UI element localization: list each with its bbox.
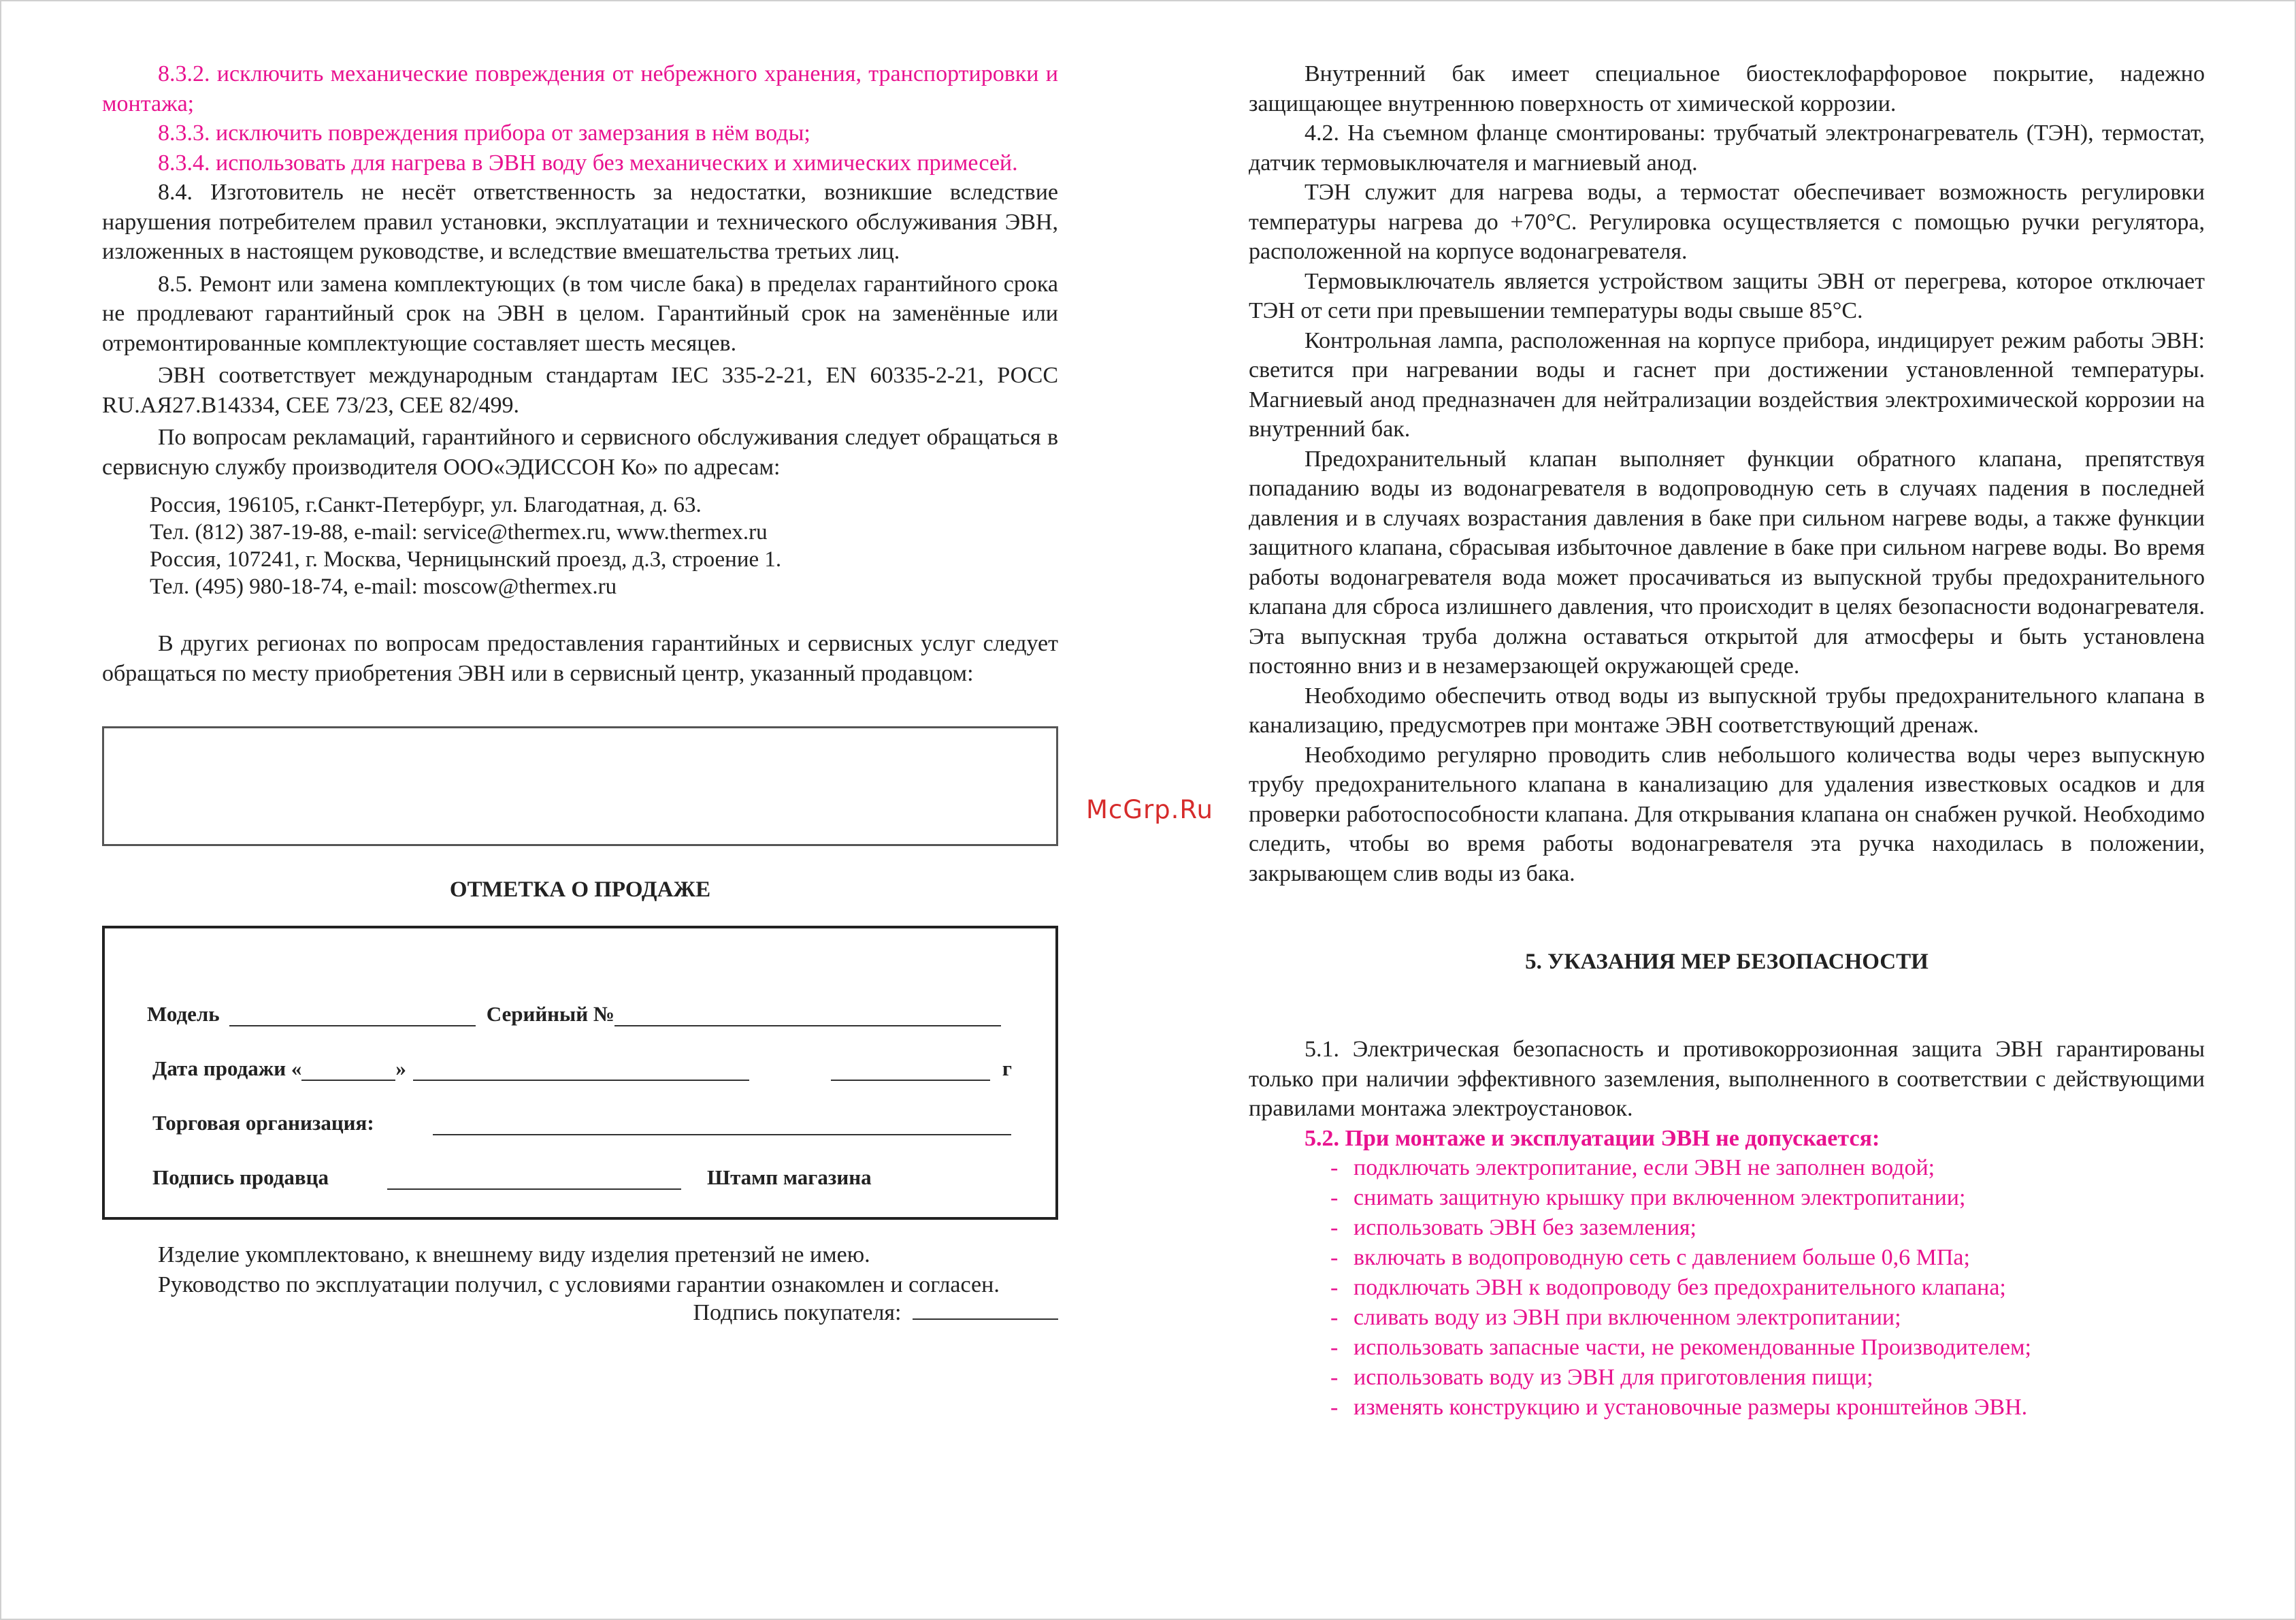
regions-paragraph: В других регионах по вопросам предоставления гарантийных и сервисных услуг следует обращаться по месту приобретения ЭВН или в сервисный центр, указанный продавцом: bbox=[102, 631, 1058, 686]
buyer-sign-label: Подпись покупателя: bbox=[693, 1300, 902, 1325]
list-item: - использовать запасные части, не рекомендованные Производителем; bbox=[1330, 1335, 2031, 1360]
model-field[interactable] bbox=[229, 1006, 476, 1026]
watermark: McGrp.Ru bbox=[1086, 795, 1213, 824]
list-item: - включать в водопроводную сеть с давлением больше 0,6 МПа; bbox=[1330, 1245, 1970, 1270]
list-item: - использовать воду из ЭВН для приготовления пищи; bbox=[1330, 1365, 1873, 1390]
list-item: - подключать электропитание, если ЭВН не заполнен водой; bbox=[1330, 1155, 1935, 1180]
seller-sign-field[interactable] bbox=[387, 1169, 681, 1190]
address-line: Тел. (812) 387-19-88, e-mail: service@thermex.ru, www.thermex.ru bbox=[150, 520, 768, 545]
sale-date-close: » bbox=[395, 1056, 406, 1080]
right-column bbox=[1249, 59, 2205, 1423]
clause-8-4: 8.4. Изготовитель не несёт ответственность за недостатки, возникшие вследствие нарушения потребителем правил установки, эксплуатации и технического обслуживания ЭВН, изложенных в настоящем руководстве, и вследствие вмешательства третьих лиц. bbox=[102, 180, 1058, 264]
org-label: Торговая организация: bbox=[152, 1111, 374, 1135]
standards-paragraph: ЭВН соответствует международным стандартам IEC 335-2-21, EN 60335-2-21, РОСС RU.АЯ27.В14334, СЕЕ 73/23, СЕЕ 82/499. bbox=[102, 363, 1058, 418]
sale-date-label: Дата продажи « bbox=[152, 1056, 302, 1080]
buyer-sign-row bbox=[158, 1299, 1058, 1327]
clause-4-2: 4.2. На съемном фланце смонтированы: трубчатый электронагреватель (ТЭН), термостат, датчик термовыключателя и магниевый анод. bbox=[1249, 120, 2205, 176]
address-line: Россия, 107241, г. Москва, Черницынский проезд, д.3, строение 1. bbox=[150, 547, 782, 572]
stamp-label: Штамп магазина bbox=[707, 1165, 872, 1189]
list-item: - снимать защитную крышку при включенном электропитании; bbox=[1330, 1185, 1966, 1210]
heater-paragraph: ТЭН служит для нагрева воды, а термостат обеспечивает возможность регулировки температуры нагрева до +70°С. Регулировка осуществляется с помощью ручки регулятора, расположенной на корпусе водонагревателя. bbox=[1249, 180, 2205, 264]
section-5-title: 5. УКАЗАНИЯ МЕР БЕЗОПАСНОСТИ bbox=[1525, 950, 1929, 974]
sale-mark-heading: ОТМЕТКА О ПРОДАЖЕ bbox=[449, 877, 711, 902]
list-item: - использовать ЭВН без заземления; bbox=[1330, 1215, 1696, 1240]
serial-field[interactable] bbox=[614, 1006, 1001, 1026]
list-item: - подключать ЭВН к водопроводу без предохранительного клапана; bbox=[1330, 1275, 2006, 1300]
safety-valve-paragraph: Предохранительный клапан выполняет функции обратного клапана, препятствуя попаданию воды из водонагревателя в водопроводную сеть в случаях падения в последней давления и в случаях возрастания давления в баке при сильном нагреве воды, а также функции защитного клапана, сбрасывая избыточное давление в баке при сильном нагреве воды. Во время работы водонагревателя вода может просачиваться из выпускной трубы предохранительного клапана для сброса излишнего давления, что происходит в целях безопасности водонагревателя. Эта выпускная труба должна оставаться открытой для атмосферы и быть установлена постоянно вниз и в незамерзающей окружающей среде. bbox=[1249, 446, 2205, 679]
prohibitions-list bbox=[1249, 1153, 2205, 1423]
list-item: - сливать воду из ЭВН при включенном электропитании; bbox=[1330, 1305, 1901, 1330]
complete-statement: Изделие укомплектовано, к внешнему виду изделия претензий не имею. bbox=[158, 1242, 870, 1267]
sale-month-field[interactable] bbox=[413, 1060, 749, 1081]
serial-label: Серийный № bbox=[486, 1002, 615, 1026]
clause-5-2: 5.2. При монтаже и эксплуатации ЭВН не допускается: bbox=[1305, 1125, 1880, 1151]
model-label: Модель bbox=[147, 1002, 220, 1026]
model-row bbox=[147, 1002, 1028, 1026]
clause-8-3-3: 8.3.3. исключить повреждения прибора от замерзания в нём воды; bbox=[158, 120, 810, 146]
sale-mark-form bbox=[102, 926, 1058, 1220]
org-field[interactable] bbox=[433, 1115, 1011, 1135]
regular-drain-paragraph: Необходимо регулярно проводить слив небольшого количества воды через выпускную трубу предохранительного клапана в канализацию для удаления известковых осадков и для проверки работоспособности клапана. Для открывания клапана он снабжен ручкой. Необходимо следить, чтобы во время работы водонагревателя эта ручка находилась в положении, закрывающем слив воды из бака. bbox=[1249, 742, 2205, 886]
address-block bbox=[102, 491, 1058, 600]
manual-statement: Руководство по эксплуатации получил, с условиями гарантии ознакомлен и согласен. bbox=[158, 1271, 1000, 1297]
sale-date-row bbox=[152, 1056, 1028, 1081]
drainage-paragraph: Необходимо обеспечить отвод воды из выпускной трубы предохранительного клапана в канализацию, предусмотрев при монтаже ЭВН соответствующий дренаж. bbox=[1249, 683, 2205, 738]
left-column bbox=[102, 59, 1058, 1327]
indicator-lamp-paragraph: Контрольная лампа, расположенная на корпусе прибора, индицирует режим работы ЭВН: светится при нагревании воды и гаснет при достижении установленной температуры. Магниевый анод предназначен для нейтрализации воздействия электрохимической коррозии на внутренний бак. bbox=[1249, 327, 2205, 442]
clause-8-3-2: 8.3.2. исключить механические повреждения от небрежного хранения, транспортировки и монтажа; bbox=[102, 61, 1058, 116]
year-suffix: г bbox=[1002, 1056, 1012, 1080]
buyer-statement bbox=[158, 1240, 1058, 1327]
sale-year-field[interactable] bbox=[831, 1060, 990, 1081]
thermal-switch-paragraph: Термовыключатель является устройством защиты ЭВН от перегрева, которое отключает ТЭН от сети при превышении температуры воды свыше 85°С. bbox=[1249, 268, 2205, 323]
seller-sign-label: Подпись продавца bbox=[152, 1165, 329, 1189]
buyer-sign-field[interactable] bbox=[913, 1299, 1058, 1320]
list-item: - изменять конструкцию и установочные размеры кронштейнов ЭВН. bbox=[1330, 1395, 2028, 1420]
address-line: Тел. (495) 980-18-74, e-mail: moscow@thermex.ru bbox=[150, 574, 617, 599]
seller-info-box[interactable] bbox=[102, 726, 1058, 846]
address-line: Россия, 196105, г.Санкт-Петербург, ул. Благодатная, д. 63. bbox=[150, 493, 702, 517]
service-paragraph: По вопросам рекламаций, гарантийного и сервисного обслуживания следует обращаться в сервисную службу производителя ООО«ЭДИССОН Ко» по адресам: bbox=[102, 425, 1058, 480]
sale-day-field[interactable] bbox=[301, 1060, 395, 1081]
tank-coating-paragraph: Внутренний бак имеет специальное биостеклофарфоровое покрытие, надежно защищающее внутреннюю поверхность от химической коррозии. bbox=[1249, 61, 2205, 116]
clause-8-3-4: 8.3.4. использовать для нагрева в ЭВН воду без механических и химических примесей. bbox=[158, 150, 1018, 176]
clause-5-1: 5.1. Электрическая безопасность и противокоррозионная защита ЭВН гарантированы только при наличии эффективного заземления, выполненного в соответствии с действующими правилами монтажа электроустановок. bbox=[1249, 1037, 2205, 1121]
clause-8-5: 8.5. Ремонт или замена комплектующих (в том числе бака) в пределах гарантийного срока не продлевают гарантийный срок на ЭВН в целом. Гарантийный срок на заменённые или отремонтированные комплектующие составляет шесть месяцев. bbox=[102, 271, 1058, 356]
org-row bbox=[152, 1111, 1028, 1135]
seller-row bbox=[152, 1165, 1028, 1190]
